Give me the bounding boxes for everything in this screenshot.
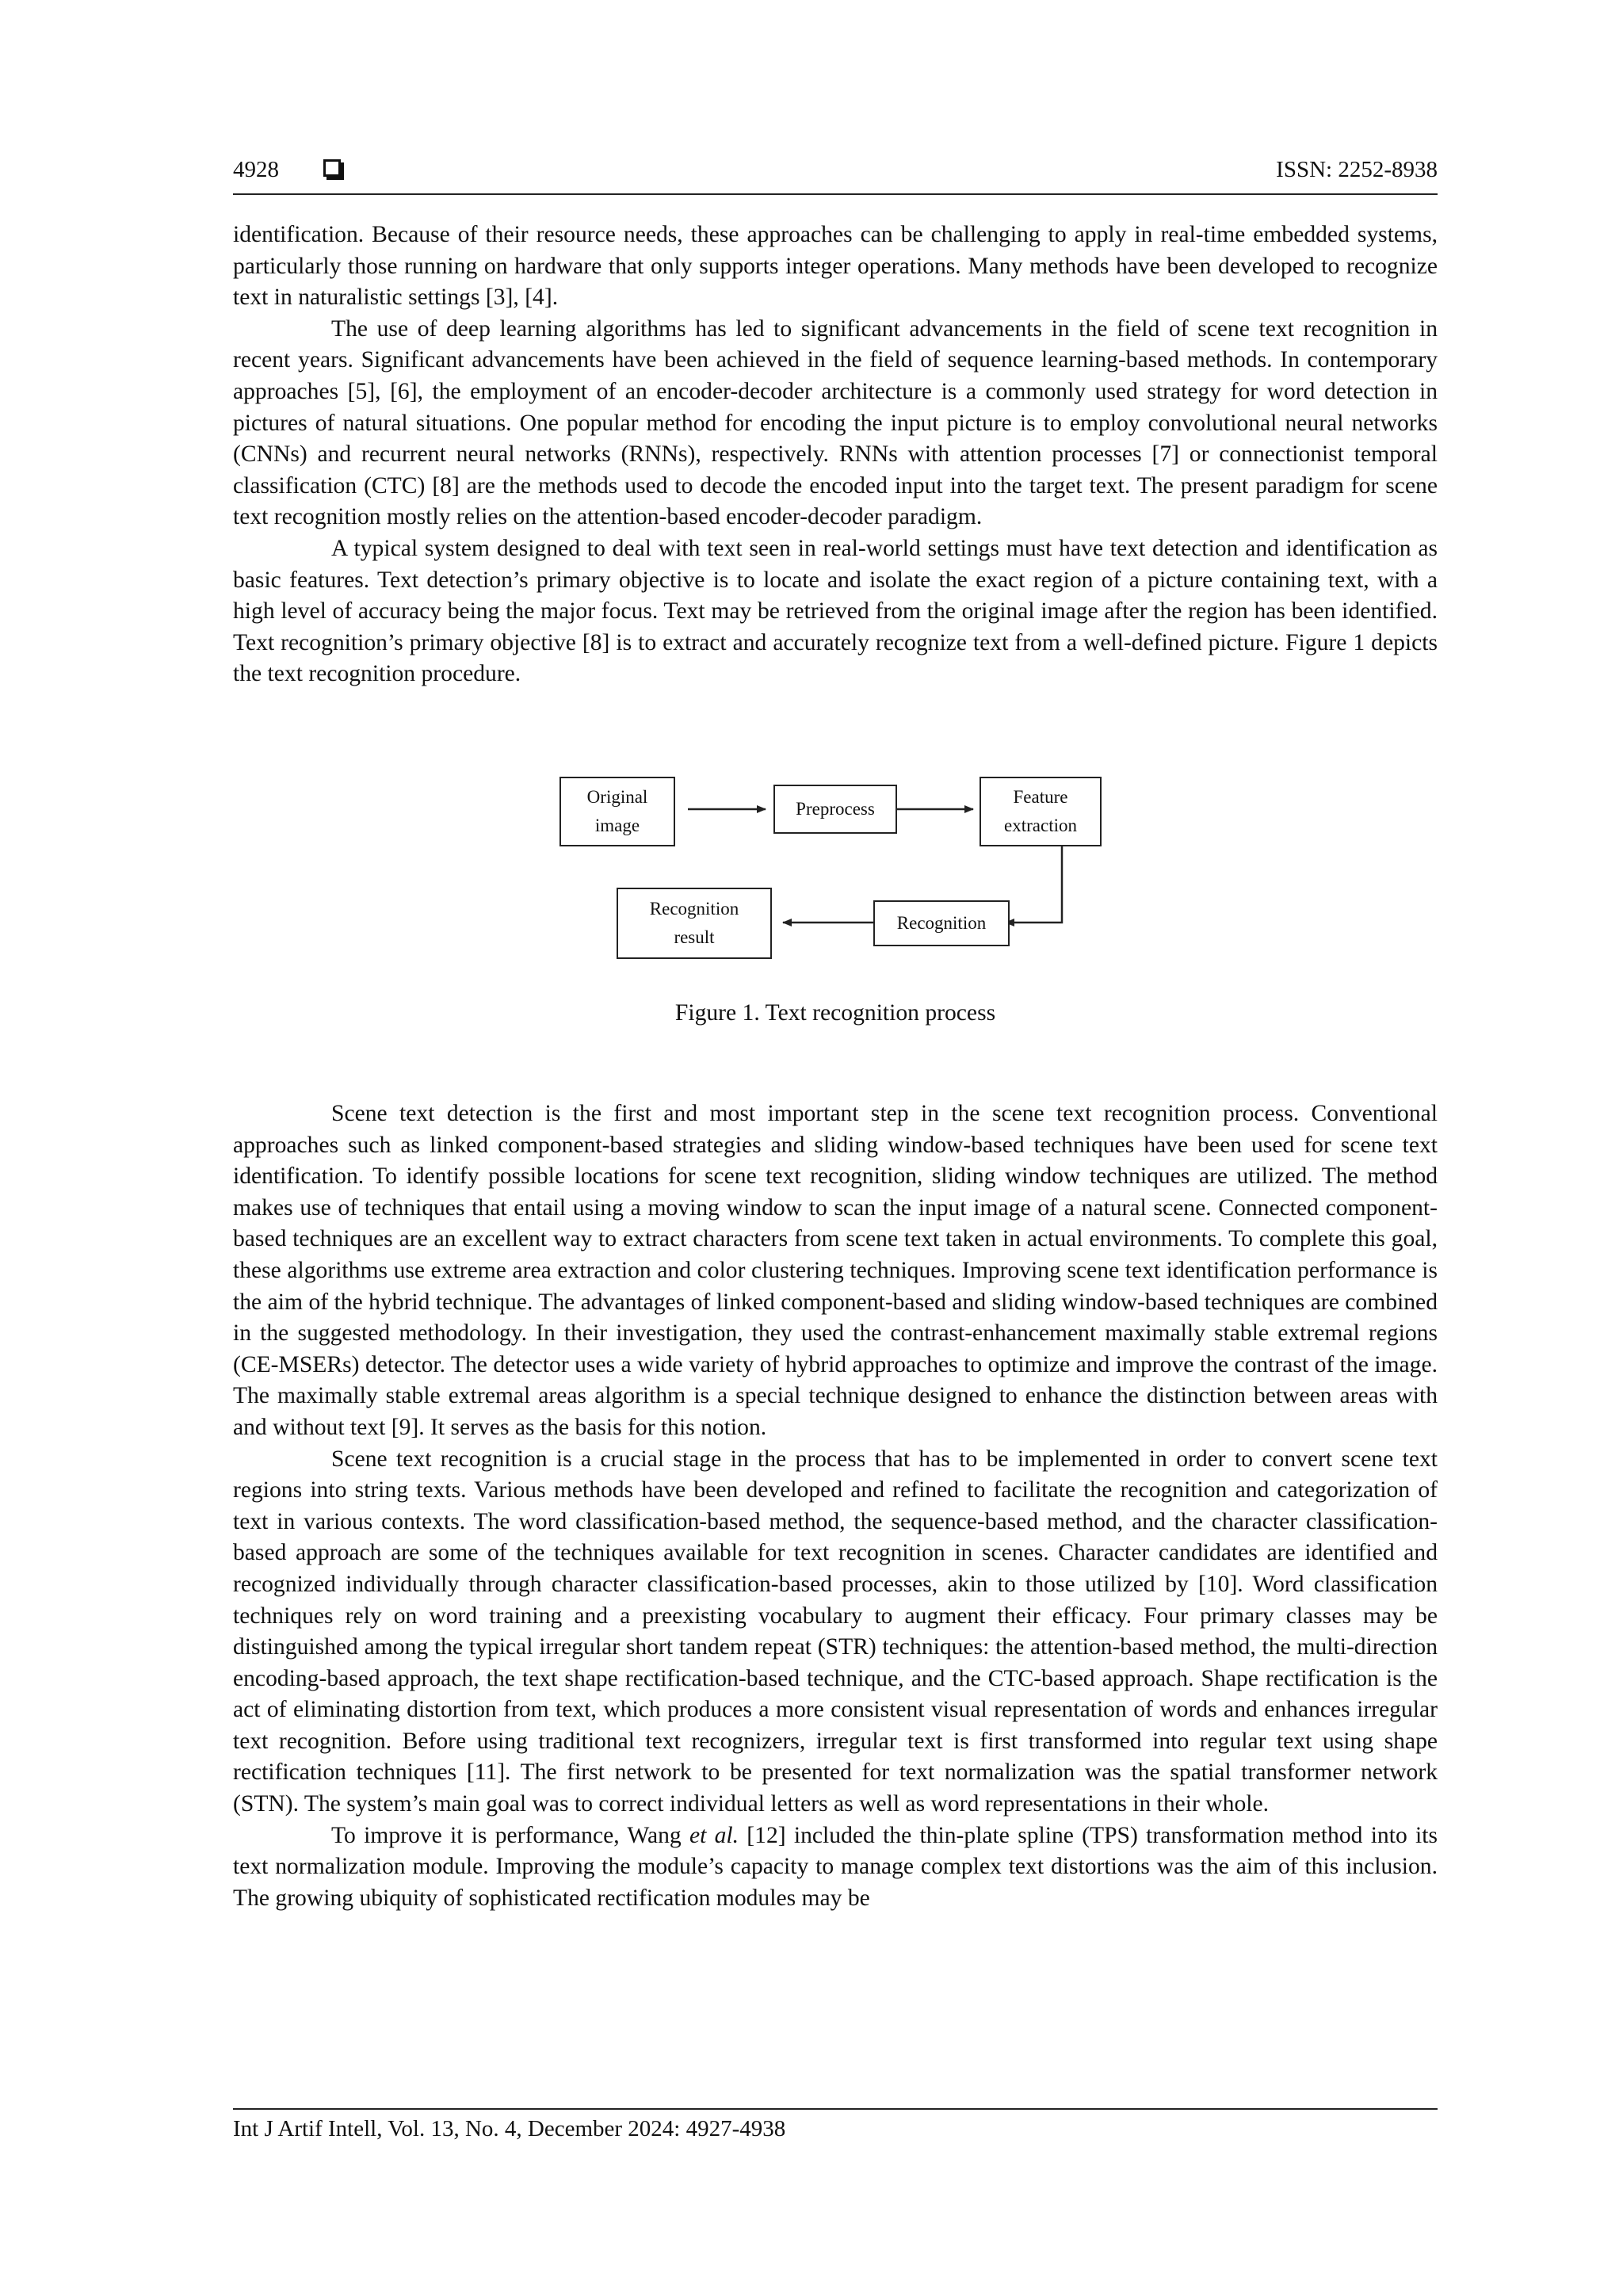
box-recognition: Recognition: [873, 900, 1010, 946]
paragraph: A typical system designed to deal with text seen in real-world settings must have text detection and identification as basic features. Text detection’s primary objective is to locate and isolate the exact region of a picture containing text, with a high level of accuracy being the major focus. Text may be retrieved from the original image after the region has been identified. Text recognition’s primary objective [8] is to extract and accurately recognize text from a well-defined picture. Figure 1 depicts the text recognition procedure.: [233, 535, 1438, 687]
box-recognition-result: Recognition result: [617, 888, 772, 959]
box-preprocess: Preprocess: [773, 785, 897, 834]
paragraph: Scene text recognition is a crucial stage in the process that has to be implemented in order to convert scene text regions into string texts. Various methods have been developed and refined to facilitate the recognition and categorization of text in various contexts. The word classification-based method, the sequence-based method, and the character classification-based approach are some of the techniques available for text recognition in scenes. Character candidates are identified and recognized individually through character classification-based processes, akin to those utilized by [10]. Word classification techniques rely on word training and a preexisting vocabulary to augment their efficacy. Four primary classes may be distinguished among the typical irregular short tandem repeat (STR) techniques: the attention-based method, the multi-direction encoding-based approach, the text shape rectification-based technique, and the CTC-based approach. Shape rectification is the act of eliminating distortion from text, which produces a more consistent visual representation of words and enhances irregular text recognition. Before using traditional text recognizers, irregular text is first transformed into regular text using shape rectification techniques [11]. The first network to be presented for text normalization was the spatial transformer network (STN). The system’s main goal was to correct individual letters as well as word representations in their whole.: [233, 1446, 1438, 1817]
paragraph: identification. Because of their resource needs, these approaches can be challenging to apply in real-time embedded systems, particularly those running on hardware that only supports integer operations. Many methods have been developed to recognize text in naturalistic settings [3], [4].: [233, 222, 1438, 311]
page-footer: [233, 2108, 1438, 2142]
figure-1-flowchart: [555, 777, 1109, 983]
page-header: [233, 155, 1438, 195]
body-text-block-2: [233, 1098, 1438, 1914]
figure-caption: Figure 1. Text recognition process: [674, 1000, 996, 1026]
paragraph: The use of deep learning algorithms has led to significant advancements in the field of scene text recognition in recent years. Significant advancements have been achieved in the field of sequence learning-based methods. In contemporary approaches [5], [6], the employment of an encoder-decoder architecture is a commonly used strategy for word detection in pictures of natural situations. One popular method for encoding the input picture is to employ convolutional neural networks (CNNs) and recurrent neural networks (RNNs), respectively. RNNs with attention processes [7] or connectionist temporal classification (CTC) [8] are the methods used to decode the encoded input into the target text. The present paradigm for scene text recognition mostly relies on the attention-based encoder-decoder paradigm.: [233, 315, 1438, 530]
issn-label: ISSN: 2252-8938: [1276, 157, 1438, 182]
arrow-feature-to-recognition: [1006, 846, 1062, 923]
body-text-block-1: [233, 220, 1438, 690]
journal-citation: Int J Artif Intell, Vol. 13, No. 4, December 2024: 4927-4938: [233, 2116, 786, 2141]
page-number: 4928: [233, 157, 279, 182]
square-bullet-icon: [323, 159, 341, 177]
italic-et-al: et al.: [689, 1822, 739, 1848]
box-original-image: Original image: [559, 777, 675, 846]
box-feature-extraction: Feature extraction: [980, 777, 1102, 846]
paragraph: To improve it is performance, Wang et al. [12] included the thin-plate spline (TPS) transformation method into its text normalization module. Improving the module’s capacity to manage complex text distortions was the aim of this inclusion. The growing ubiquity of sophisticated rectification modules may be: [233, 1822, 1438, 1911]
paragraph: Scene text detection is the first and most important step in the scene text recognition process. Conventional approaches such as linked component-based strategies and sliding window-based techniques have been used for scene text identification. To identify possible locations for scene text recognition, sliding window techniques are utilized. The method makes use of techniques that entail using a moving window to scan the input image of a natural scene. Connected component-based techniques are an excellent way to extract characters from scene text taken in actual environments. To complete this goal, these algorithms use extreme area extraction and color clustering techniques. Improving scene text identification performance is the aim of the hybrid technique. The advantages of linked component-based and sliding window-based techniques are combined in the suggested methodology. In their investigation, they used the contrast-enhancement maximally stable extremal regions (CE-MSERs) detector. The detector uses a wide variety of hybrid approaches to optimize and improve the contrast of the image. The maximally stable extremal areas algorithm is a special technique designed to enhance the distinction between areas with and without text [9]. It serves as the basis for this notion.: [233, 1101, 1438, 1440]
